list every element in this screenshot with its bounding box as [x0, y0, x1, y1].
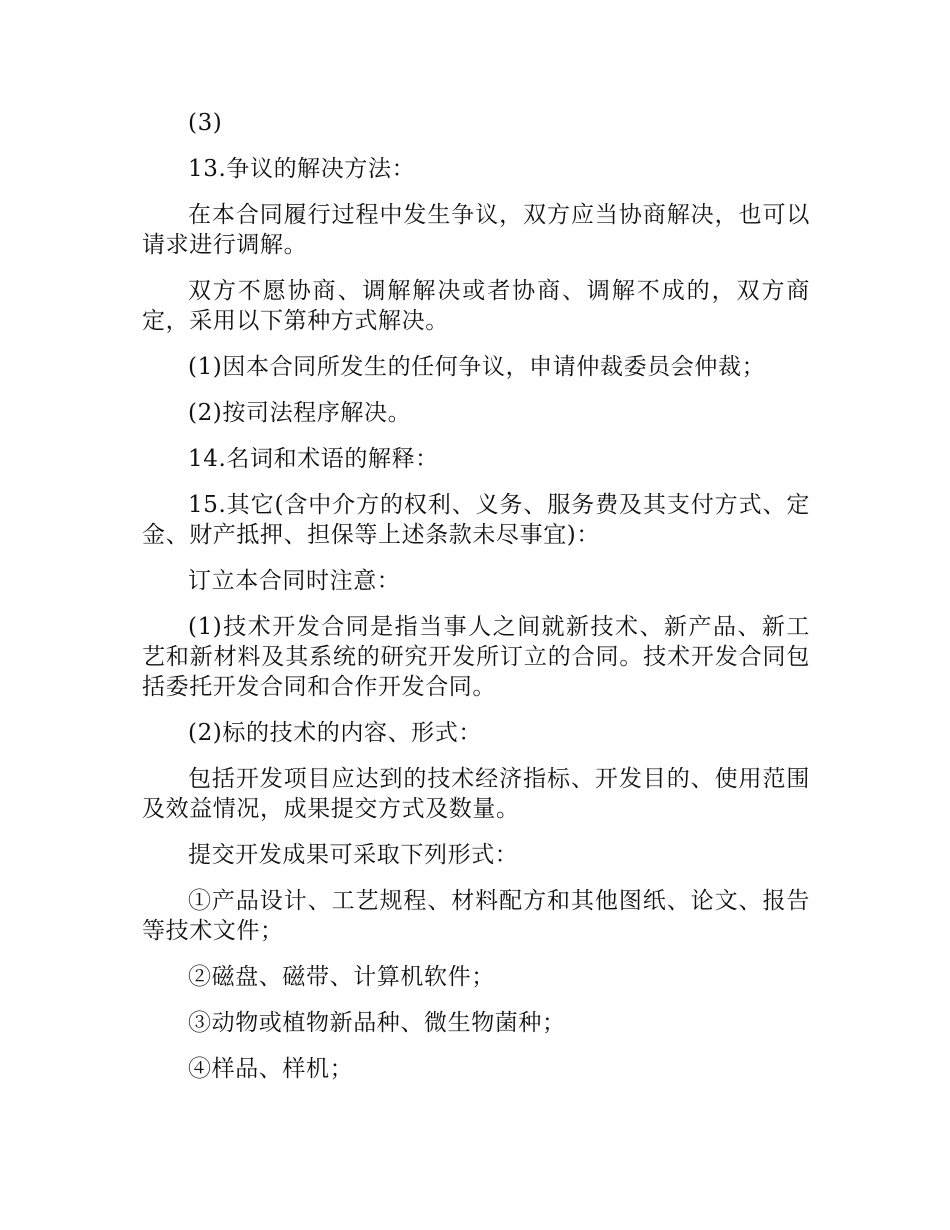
- list-item: ①产品设计、工艺规程、材料配方和其他图纸、论文、报告等技术文件；: [142, 888, 810, 944]
- section-13-heading: 13.争议的解决方法：: [188, 156, 416, 182]
- list-item: (2)标的技术的内容、形式：: [188, 720, 482, 746]
- paragraph: 包括开发项目应达到的技术经济指标、开发目的、使用范围及效益情况，成果提交方式及数量。: [142, 766, 810, 822]
- list-item: ④样品、样机；: [188, 1056, 354, 1082]
- paragraph: 在本合同履行过程中发生争议，双方应当协商解决，也可以请求进行调解。: [142, 202, 810, 258]
- list-item: ②磁盘、磁带、计算机软件；: [188, 964, 495, 990]
- list-item: (2)按司法程序解决。: [188, 400, 412, 426]
- paragraph: 提交开发成果可采取下列形式：: [188, 842, 519, 868]
- list-item: (1)技术开发合同是指当事人之间就新技术、新产品、新工艺和新材料及其系统的研究开发所订立的合同。技术开发合同包括委托开发合同和合作开发合同。: [142, 614, 810, 700]
- notes-heading: 订立本合同时注意：: [188, 568, 401, 594]
- list-item: ③动物或植物新品种、微生物菌种；: [188, 1010, 566, 1036]
- paragraph: 双方不愿协商、调解解决或者协商、调解不成的，双方商定，采用以下第种方式解决。: [142, 278, 810, 334]
- list-item: (1)因本合同所发生的任何争议，申请仲裁委员会仲裁；: [188, 354, 766, 380]
- document-body: [142, 108, 810, 1100]
- section-15-heading: 15.其它(含中介方的权利、义务、服务费及其支付方式、定金、财产抵押、担保等上述条款未尽事宜)：: [142, 492, 810, 548]
- paragraph-item-3: (3): [188, 110, 223, 136]
- section-14-heading: 14.名词和术语的解释：: [188, 446, 439, 472]
